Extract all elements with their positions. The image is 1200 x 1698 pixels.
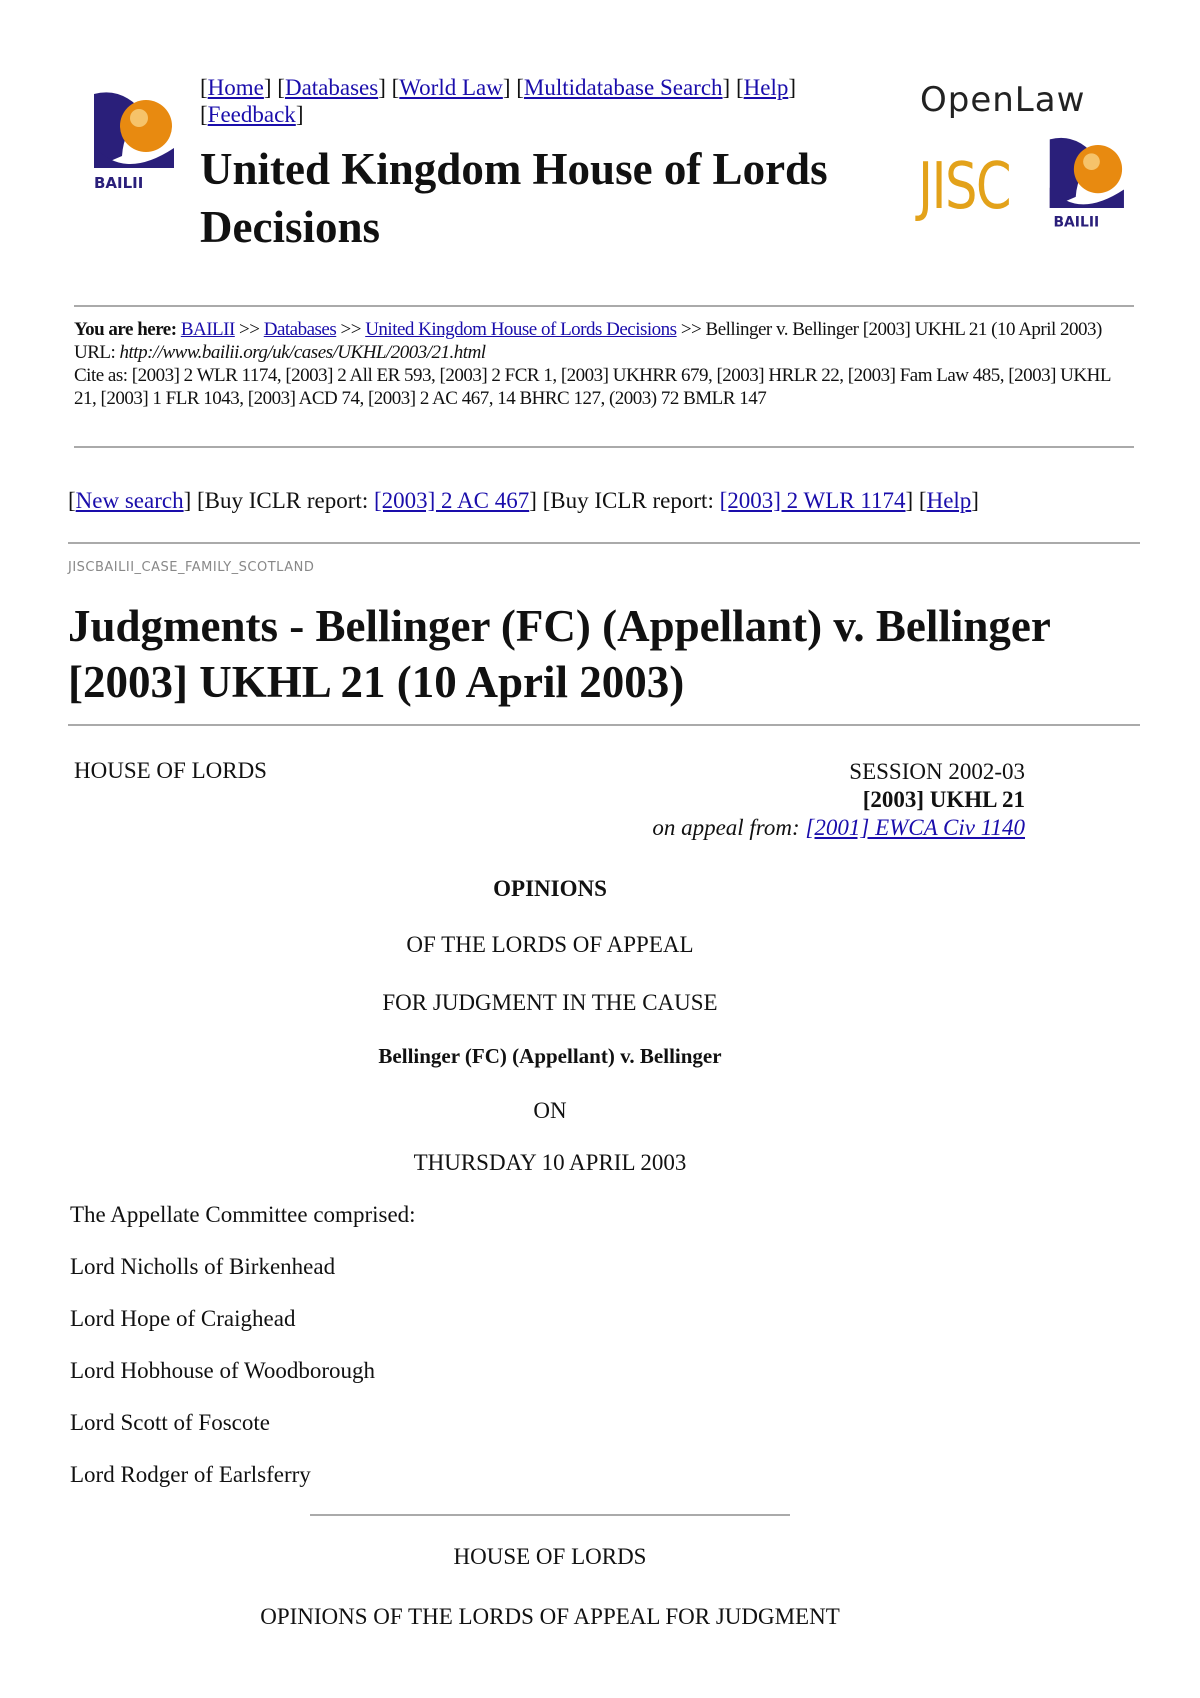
nav-world-law-link[interactable]: World Law xyxy=(399,75,503,100)
divider xyxy=(74,305,1134,307)
buy-report-wlr-link[interactable]: [2003] 2 WLR 1174 xyxy=(719,488,906,513)
you-are-here-label: You are here: xyxy=(74,319,177,340)
buy-report-label: Buy ICLR report: xyxy=(550,488,714,513)
nav-home-link[interactable]: Home xyxy=(207,75,264,100)
breadcrumb-separator: >> xyxy=(680,319,702,340)
nav-multidatabase-search-link[interactable]: Multidatabase Search xyxy=(523,75,723,100)
nav-help-link[interactable]: Help xyxy=(743,75,789,100)
session-label: SESSION 2002-03 xyxy=(849,759,1025,784)
openlaw-logo: OpenLaw xyxy=(920,80,1086,120)
case-parties: Bellinger (FC) (Appellant) v. Bellinger xyxy=(378,1044,722,1068)
database-tag: JISCBAILII_CASE_FAMILY_SCOTLAND xyxy=(68,560,315,575)
bailii-logo-right xyxy=(1040,132,1130,234)
opinions-heading: OPINIONS xyxy=(493,876,607,901)
help-link[interactable]: Help xyxy=(926,488,972,513)
session-info xyxy=(620,758,1025,842)
page-url: http://www.bailii.org/uk/cases/UKHL/2003/21.html xyxy=(119,342,486,363)
new-search-link[interactable]: New search xyxy=(75,488,184,513)
house-of-lords-label: HOUSE OF LORDS xyxy=(74,758,267,783)
neutral-citation: [2003] UKHL 21 xyxy=(862,787,1025,812)
nav-databases-link[interactable]: Databases xyxy=(284,75,379,100)
committee-member: Lord Hope of Craighead xyxy=(70,1306,296,1331)
cite-as: Cite as: [2003] 2 WLR 1174, [2003] 2 All ER 593, [2003] 2 FCR 1, [2003] UKHRR 679, [2003] HRLR 22, [2003] Fam Law 485, [2003] UKHL 21, [2003] 1 FLR 1043, [2003] ACD 74, [2003] 2 AC 467, 14 BHRC 127, (2003) 72 BMLR 147 xyxy=(74,365,1111,409)
breadcrumb xyxy=(74,318,1134,410)
committee-member: Lord Hobhouse of Woodborough xyxy=(70,1358,375,1383)
bailii-logo-right-text: BAILII xyxy=(1053,214,1100,231)
divider xyxy=(68,542,1140,544)
committee-member: Lord Nicholls of Birkenhead xyxy=(70,1254,336,1279)
second-opinions-heading: OPINIONS OF THE LORDS OF APPEAL FOR JUDGMENT xyxy=(260,1604,840,1629)
site-title-line2: Decisions xyxy=(200,202,380,252)
url-label: URL: xyxy=(74,342,116,363)
committee-member: Lord Rodger of Earlsferry xyxy=(70,1462,311,1487)
bailii-logo xyxy=(84,86,180,196)
action-links: [New search] [Buy ICLR report: [2003] 2 AC 467] [Buy ICLR report: [2003] 2 WLR 1174] [Help] xyxy=(68,488,979,513)
breadcrumb-ukhl-link[interactable]: United Kingdom House of Lords Decisions xyxy=(365,319,677,340)
site-title-line1: United Kingdom House of Lords xyxy=(200,144,828,194)
on-label: ON xyxy=(533,1098,567,1123)
buy-report-label: Buy ICLR report: xyxy=(204,488,369,513)
second-house-heading: HOUSE OF LORDS xyxy=(453,1544,647,1569)
jisc-logo: JISC xyxy=(918,150,1011,224)
judgment-date: THURSDAY 10 APRIL 2003 xyxy=(413,1150,687,1175)
judgment-cause-line: FOR JUDGMENT IN THE CAUSE xyxy=(382,990,718,1015)
appeal-from-link[interactable]: [2001] EWCA Civ 1140 xyxy=(805,815,1025,840)
breadcrumb-current: Bellinger v. Bellinger [2003] UKHL 21 (10 April 2003) xyxy=(705,319,1102,340)
committee-intro: The Appellate Committee comprised: xyxy=(70,1202,416,1227)
site-title xyxy=(200,140,900,256)
lords-of-appeal-line: OF THE LORDS OF APPEAL xyxy=(406,932,694,957)
appeal-from-label: on appeal from: xyxy=(652,815,800,840)
breadcrumb-separator: >> xyxy=(239,319,260,340)
divider xyxy=(68,724,1140,726)
committee-member: Lord Scott of Foscote xyxy=(70,1410,270,1435)
judgment-title: Judgments - Bellinger (FC) (Appellant) v. Bellinger [2003] UKHL 21 (10 April 2003) xyxy=(68,601,1051,707)
breadcrumb-bailii-link[interactable]: BAILII xyxy=(180,319,235,340)
nav-feedback-link[interactable]: Feedback xyxy=(207,102,296,127)
divider xyxy=(74,446,1134,448)
divider xyxy=(310,1514,790,1516)
breadcrumb-separator: >> xyxy=(340,319,361,340)
breadcrumb-databases-link[interactable]: Databases xyxy=(263,319,337,340)
top-navigation: [Home] [Databases] [World Law] [Multidatabase Search] [Help] [Feedback] xyxy=(200,75,797,127)
bailii-logo-text: BAILII xyxy=(94,174,144,192)
buy-report-ac-link[interactable]: [2003] 2 AC 467 xyxy=(373,488,530,513)
